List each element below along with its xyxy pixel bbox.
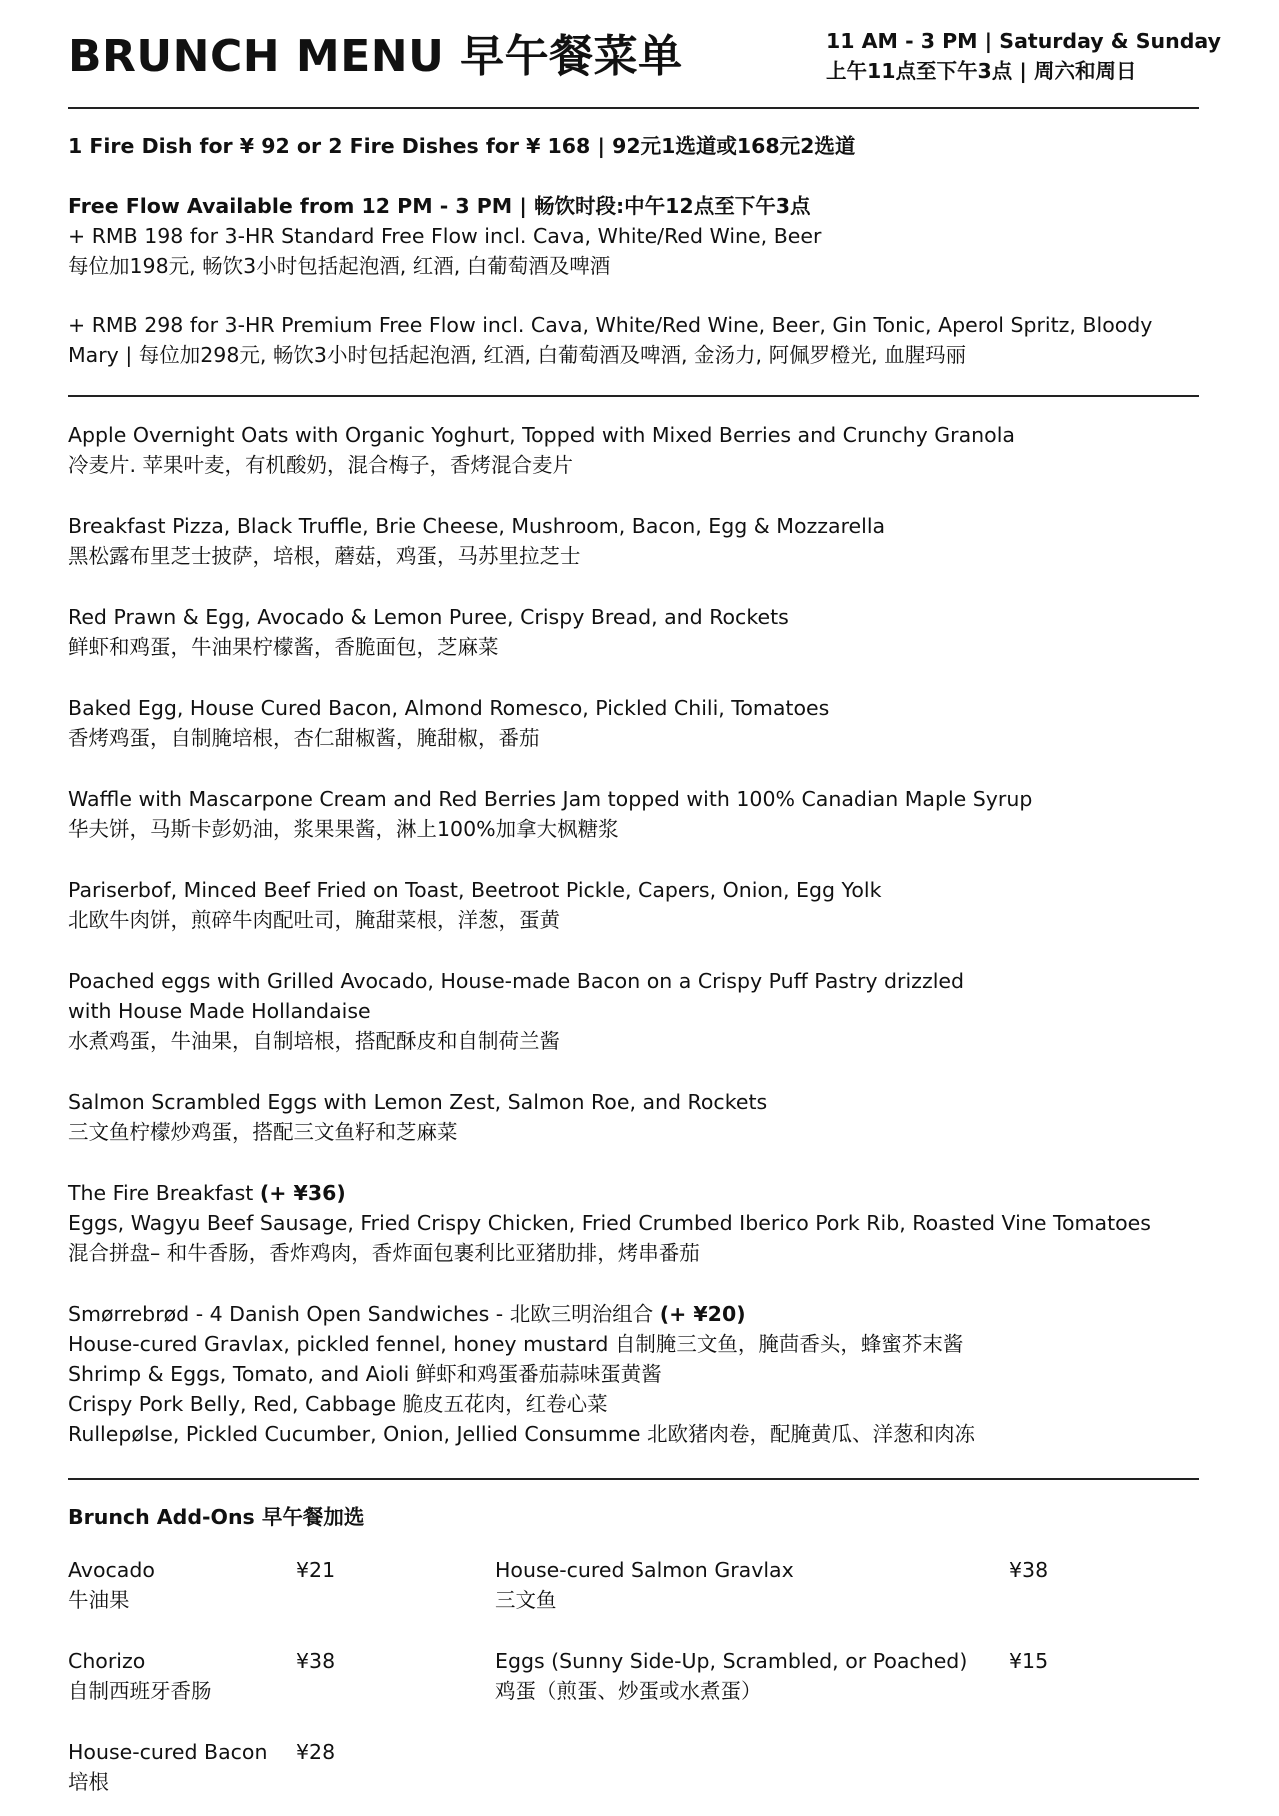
menu-item-name: Waffle with Mascarpone Cream and Red Berries Jam topped with 100% Canadian Maple Syrup — [68, 787, 1033, 811]
fire-breakfast-item — [68, 1178, 1218, 1268]
fire-breakfast-desc: Eggs, Wagyu Beef Sausage, Fried Crispy Chicken, Fried Crumbed Iberico Pork Rib, Roasted Vine Tomatoes — [68, 1211, 1151, 1235]
smorrebrod-price: (+ ¥20) — [659, 1302, 746, 1326]
standard-free-flow-en: + RMB 198 for 3-HR Standard Free Flow incl. Cava, White/Red Wine, Beer — [68, 224, 822, 248]
premium-free-flow — [68, 310, 1218, 370]
menu-item-name: Red Prawn & Egg, Avocado & Lemon Puree, Crispy Bread, and Rockets — [68, 605, 789, 629]
menu-item-name: Poached eggs with Grilled Avocado, House-made Bacon on a Crispy Puff Pastry drizzled — [68, 969, 965, 993]
fire-breakfast-desc-cn: 混合拼盘– 和牛香肠，香炸鸡肉，香炸面包裹利比亚猪肋排，烤串番茄 — [68, 1241, 700, 1265]
menu-item — [68, 602, 1218, 662]
menu-item — [68, 1087, 1218, 1147]
addon-name: House-cured Bacon — [68, 1740, 268, 1764]
menu-item-name: Pariserbof, Minced Beef Fried on Toast, Beetroot Pickle, Capers, Onion, Egg Yolk — [68, 878, 882, 902]
addon-name: Eggs (Sunny Side-Up, Scrambled, or Poached) — [495, 1649, 968, 1673]
menu-item-name: with House Made Hollandaise — [68, 999, 371, 1023]
addon-price: ¥15 — [1009, 1649, 1049, 1673]
menu-item-name-cn: 鲜虾和鸡蛋，牛油果柠檬酱，香脆面包，芝麻菜 — [68, 635, 499, 659]
free-flow-section — [68, 191, 1218, 281]
addon-price: ¥38 — [1009, 1558, 1049, 1582]
addon-name-cn: 三文鱼 — [495, 1588, 557, 1612]
menu-item — [68, 420, 1218, 480]
page-title: BRUNCH MENU 早午餐菜单 — [68, 31, 683, 82]
menu-item-name-cn: 北欧牛肉饼，煎碎牛肉配吐司，腌甜菜根，洋葱，蛋黄 — [68, 908, 560, 932]
hours-english: 11 AM - 3 PM | Saturday & Sunday — [826, 29, 1221, 53]
divider — [68, 1478, 1199, 1480]
menu-item-name: Salmon Scrambled Eggs with Lemon Zest, Salmon Roe, and Rockets — [68, 1090, 768, 1114]
standard-free-flow-cn: 每位加198元, 畅饮3小时包括起泡酒, 红酒, 白葡萄酒及啤酒 — [68, 254, 611, 278]
menu-item — [68, 511, 1218, 571]
addon-item — [495, 1646, 967, 1706]
fire-breakfast-title-line — [68, 1178, 1218, 1208]
divider — [68, 107, 1199, 109]
addon-name: Chorizo — [68, 1649, 146, 1673]
menu-item-name: Apple Overnight Oats with Organic Yoghurt, Topped with Mixed Berries and Crunchy Granola — [68, 423, 1015, 447]
service-hours — [826, 26, 1221, 86]
sandwich-line: Rullepølse, Pickled Cucumber, Onion, Jellied Consumme 北欧猪肉卷，配腌黄瓜、洋葱和肉冻 — [68, 1422, 975, 1446]
addon-price: ¥21 — [296, 1558, 336, 1582]
menu-item-name-cn: 华夫饼，马斯卡彭奶油，浆果果酱，淋上100%加拿大枫糖浆 — [68, 817, 619, 841]
menu-item-name-cn: 水煮鸡蛋，牛油果，自制培根，搭配酥皮和自制荷兰酱 — [68, 1029, 560, 1053]
smorrebrod-title-line — [68, 1299, 1218, 1329]
hours-chinese: 上午11点至下午3点 | 周六和周日 — [826, 59, 1137, 83]
sandwich-line: Crispy Pork Belly, Red, Cabbage 脆皮五花肉，红卷心菜 — [68, 1392, 608, 1416]
addon-item — [68, 1555, 155, 1615]
addon-item — [68, 1646, 212, 1706]
addon-price: ¥38 — [296, 1649, 336, 1673]
addon-item — [495, 1555, 794, 1615]
smorrebrod-title: Smørrebrød - 4 Danish Open Sandwiches - 北欧三明治组合 — [68, 1302, 654, 1326]
menu-item — [68, 966, 1218, 1056]
menu-item — [68, 784, 1218, 844]
addon-item — [68, 1737, 267, 1797]
menu-item-name: Breakfast Pizza, Black Truffle, Brie Cheese, Mushroom, Bacon, Egg & Mozzarella — [68, 514, 886, 538]
fire-breakfast-title: The Fire Breakfast — [68, 1181, 254, 1205]
menu-item — [68, 875, 1218, 935]
menu-item-name: Baked Egg, House Cured Bacon, Almond Romesco, Pickled Chili, Tomatoes — [68, 696, 830, 720]
addon-name-cn: 培根 — [68, 1770, 109, 1794]
addon-name-cn: 自制西班牙香肠 — [68, 1679, 212, 1703]
addon-name: House-cured Salmon Gravlax — [495, 1558, 794, 1582]
menu-item-name-cn: 冷麦片. 苹果叶麦，有机酸奶，混合梅子，香烤混合麦片 — [68, 453, 574, 477]
addon-name-cn: 牛油果 — [68, 1588, 130, 1612]
dish-pricing: 1 Fire Dish for ¥ 92 or 2 Fire Dishes for ¥ 168 | 92元1选道或168元2选道 — [68, 134, 856, 158]
addons-title: Brunch Add-Ons 早午餐加选 — [68, 1505, 365, 1529]
fire-breakfast-price: (+ ¥36) — [259, 1181, 346, 1205]
menu-item-name-cn: 三文鱼柠檬炒鸡蛋，搭配三文鱼籽和芝麻菜 — [68, 1120, 458, 1144]
addon-name-cn: 鸡蛋（煎蛋、炒蛋或水煮蛋） — [495, 1679, 762, 1703]
premium-free-flow-line: Mary | 每位加298元, 畅饮3小时包括起泡酒, 红酒, 白葡萄酒及啤酒, 金汤力, 阿佩罗橙光, 血腥玛丽 — [68, 343, 967, 367]
premium-free-flow-line: + RMB 298 for 3-HR Premium Free Flow incl. Cava, White/Red Wine, Beer, Gin Tonic, Aperol Spritz, Bloody — [68, 313, 1153, 337]
menu-item-name-cn: 香烤鸡蛋，自制腌培根，杏仁甜椒酱，腌甜椒，番茄 — [68, 726, 540, 750]
addon-price: ¥28 — [296, 1740, 336, 1764]
menu-item — [68, 693, 1218, 753]
sandwich-line: House-cured Gravlax, pickled fennel, honey mustard 自制腌三文鱼，腌茴香头，蜂蜜芥末酱 — [68, 1332, 964, 1356]
divider — [68, 395, 1199, 397]
free-flow-title: Free Flow Available from 12 PM - 3 PM | 畅饮时段:中午12点至下午3点 — [68, 194, 811, 218]
addon-name: Avocado — [68, 1558, 155, 1582]
smorrebrod-item — [68, 1299, 1218, 1449]
menu-item-name-cn: 黑松露布里芝士披萨，培根，蘑菇，鸡蛋，马苏里拉芝士 — [68, 544, 581, 568]
sandwich-line: Shrimp & Eggs, Tomato, and Aioli 鲜虾和鸡蛋番茄蒜味蛋黄酱 — [68, 1362, 662, 1386]
